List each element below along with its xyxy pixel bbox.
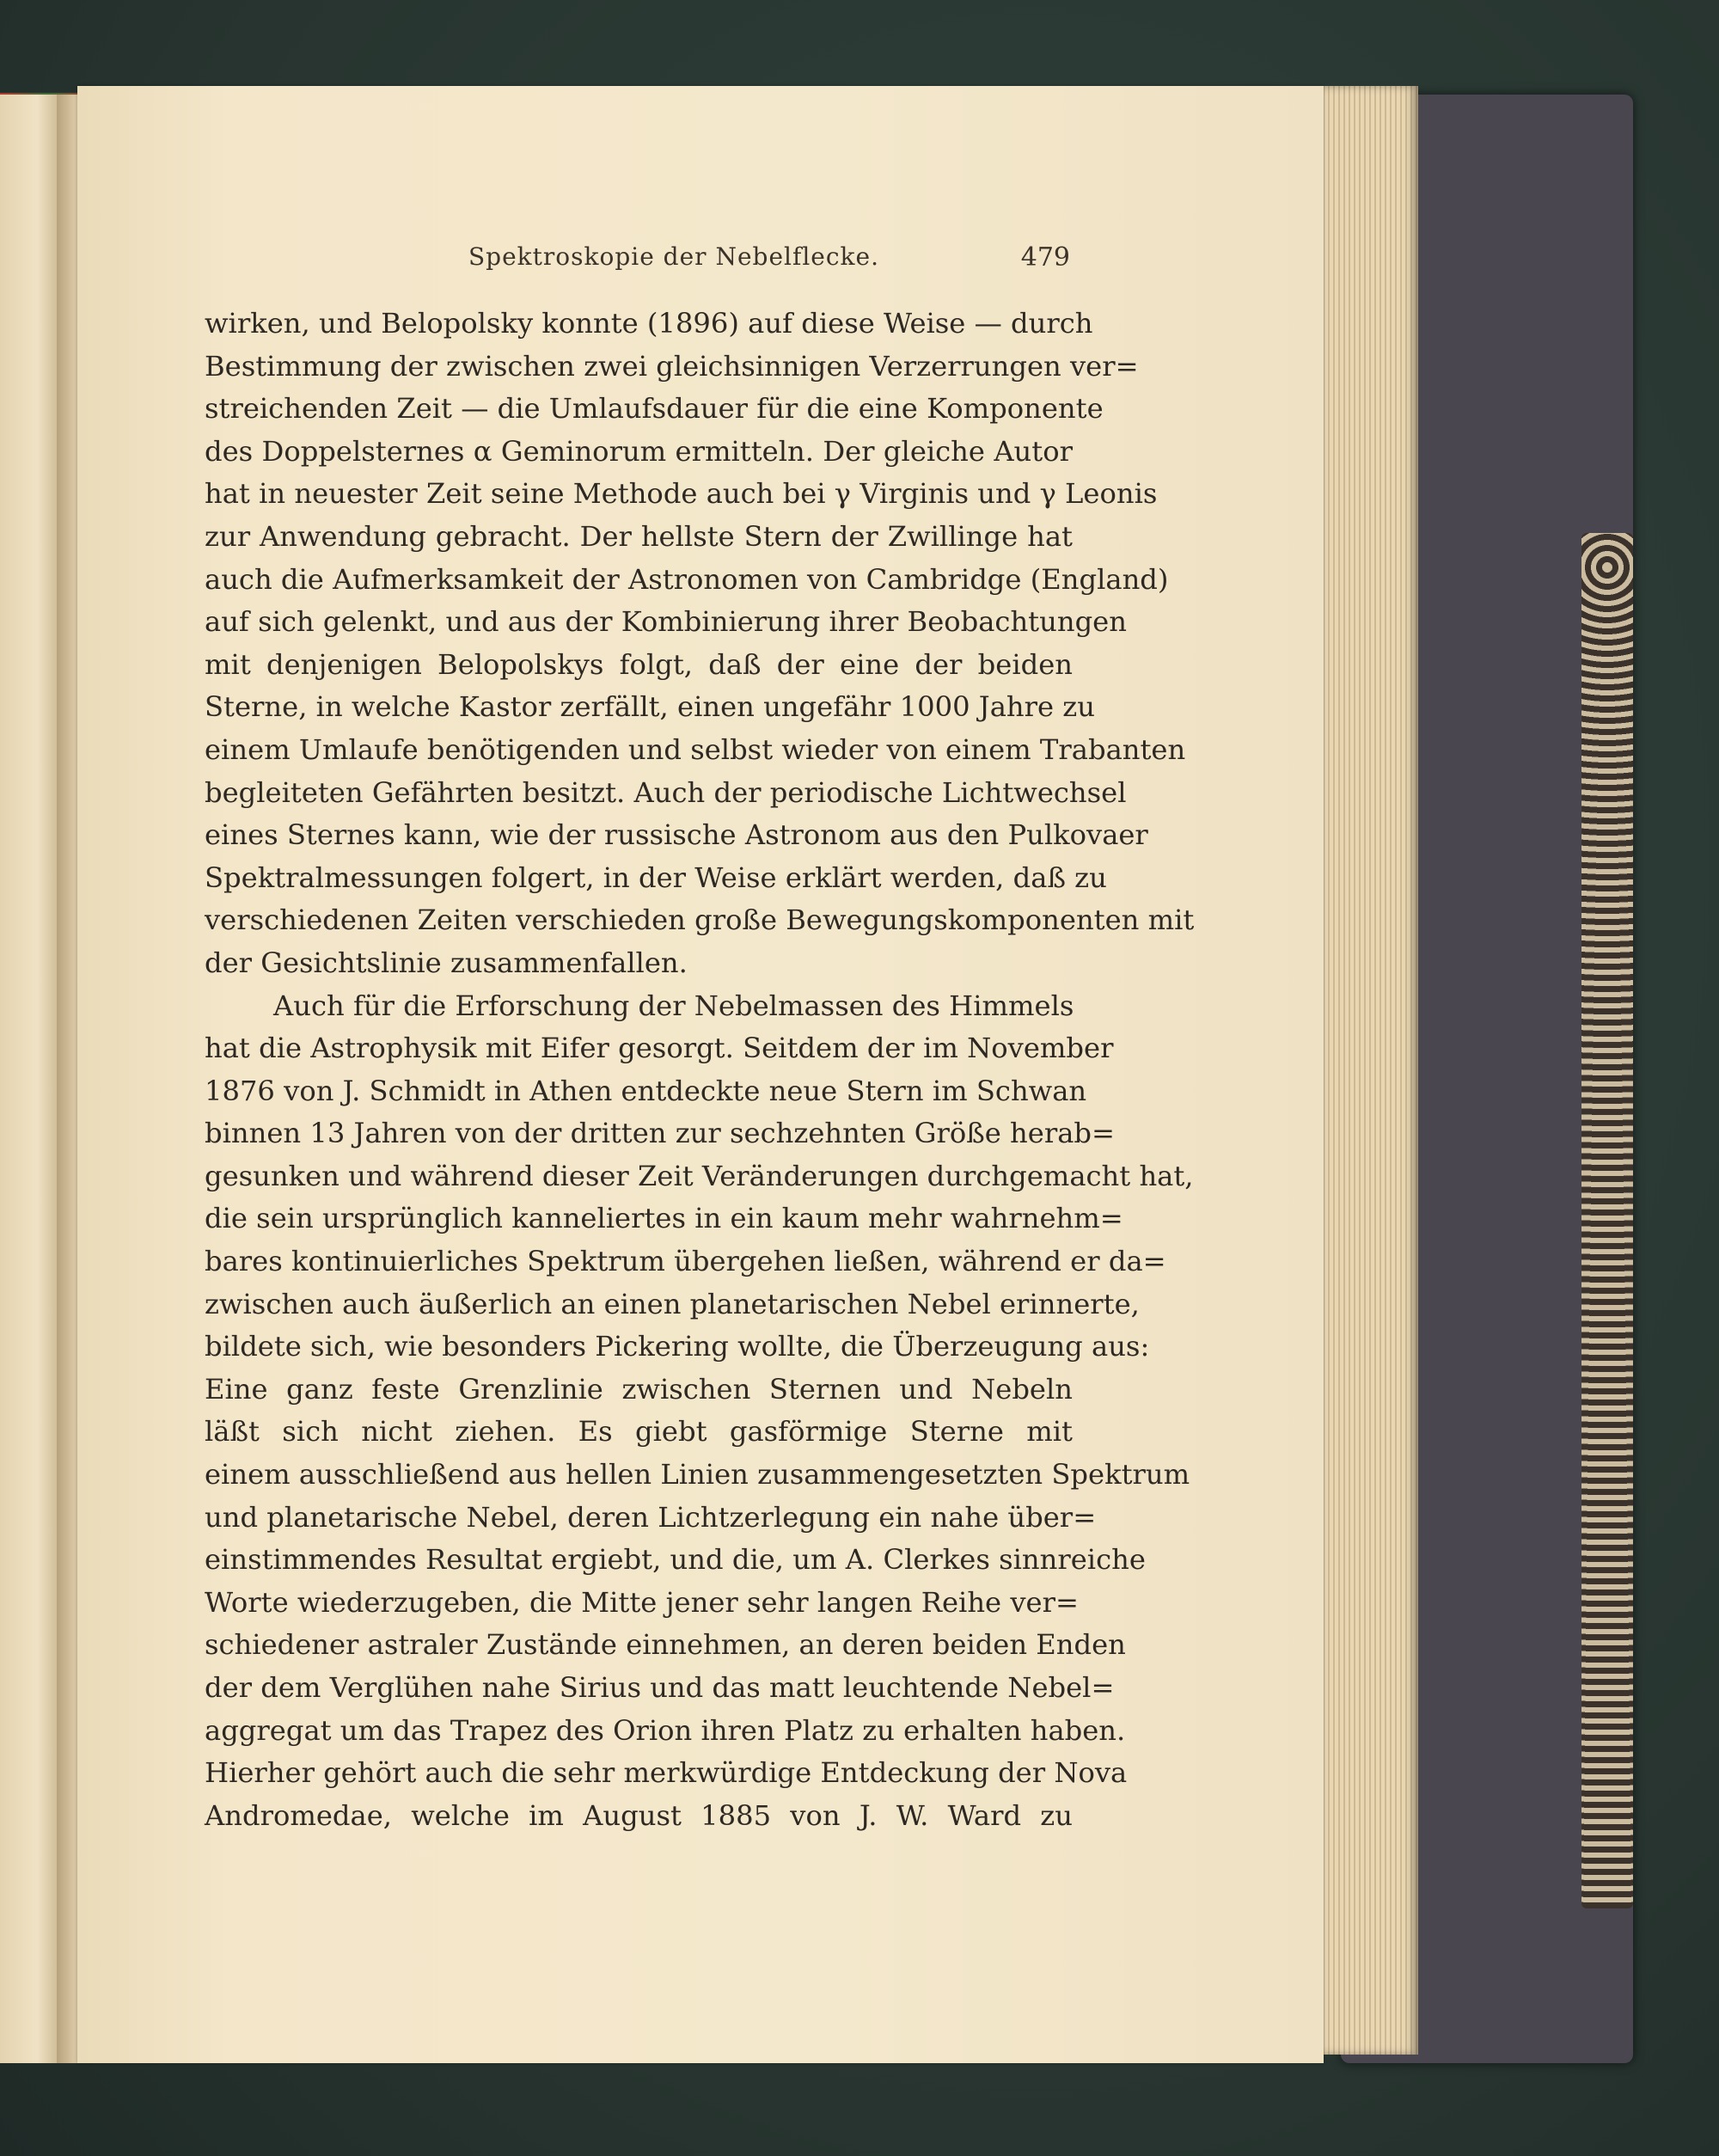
text-line: bares kontinuierliches Spektrum übergehen ließen, während er da= [205,1245,1166,1278]
text-line: Andromedae, welche im August 1885 von J. W. Ward zu [205,1798,1073,1832]
text-line: auch die Aufmerksamkeit der Astronomen von Cambridge (England) [205,562,1169,596]
text-line: zur Anwendung gebracht. Der hellste Stern der Zwillinge hat [205,519,1073,553]
text-line: Hierher gehört auch die sehr merkwürdige Entdeckung der Nova [205,1756,1128,1790]
page-header [468,242,1070,277]
text-line: Sterne, in welche Kastor zerfällt, einen ungefähr 1000 Jahre zu [205,690,1095,724]
paragraph-1 [205,303,1195,985]
text-line: Worte wiederzugeben, die Mitte jener sehr langen Reihe ver= [205,1585,1079,1619]
text-line: der Gesichtslinie zusammenfallen. [205,946,688,979]
text-line: des Doppelsternes α Geminorum ermitteln. Der gleiche Autor [205,434,1073,468]
text-line: läßt sich nicht ziehen. Es giebt gasförmige Sterne mit [205,1415,1073,1449]
paragraph-2 [205,985,1194,1838]
text-line: der dem Verglühen nahe Sirius und das matt leuchtende Nebel= [205,1671,1115,1704]
text-line: zwischen auch äußerlich an einen planetarischen Nebel erinnerte, [205,1287,1140,1320]
body-text [205,303,1195,1837]
text-line: eines Sternes kann, wie der russische Astronom aus den Pulkovaer [205,818,1148,852]
text-line: mit denjenigen Belopolskys folgt, daß der eine der beiden [205,647,1073,681]
text-line: wirken, und Belopolsky konnte (1896) auf diese Weise — durch [205,307,1093,340]
text-line: Auch für die Erforschung der Nebelmassen des Himmels [273,989,1074,1022]
text-line: die sein ursprünglich kanneliertes in ein kaum mehr wahrnehm= [205,1202,1123,1235]
page-edges [1319,86,1418,2055]
text-line: hat in neuester Zeit seine Methode auch bei γ Virginis und γ Leonis [205,477,1158,511]
text-line: begleiteten Gefährten besitzt. Auch der periodische Lichtwechsel [205,775,1127,809]
marbled-endpaper [1581,533,1633,1908]
text-line: Eine ganz feste Grenzlinie zwischen Sternen und Nebeln [205,1372,1073,1406]
text-line: einstimmendes Resultat ergiebt, und die, um A. Clerkes sinnreiche [205,1543,1146,1577]
text-line: bildete sich, wie besonders Pickering wollte, die Überzeugung aus: [205,1330,1150,1363]
text-line: verschiedenen Zeiten verschieden große Bewegungskomponenten mit [205,903,1195,937]
text-line: 1876 von J. Schmidt in Athen entdeckte neue Stern im Schwan [205,1074,1087,1107]
text-line: Spektralmessungen folgert, in der Weise erklärt werden, daß zu [205,861,1107,894]
left-page-sliver [0,95,62,2063]
text-line: hat die Astrophysik mit Eifer gesorgt. Seitdem der im November [205,1032,1114,1065]
page-number: 479 [1020,242,1070,273]
text-line: schiedener astraler Zustände einnehmen, an deren beiden Enden [205,1628,1126,1662]
text-line: gesunken und während dieser Zeit Veränderungen durchgemacht hat, [205,1159,1194,1192]
text-line: einem Umlaufe benötigenden und selbst wieder von einem Trabanten [205,732,1186,766]
text-line: binnen 13 Jahren von der dritten zur sechzehnten Größe herab= [205,1117,1115,1150]
text-line: aggregat um das Trapez des Orion ihren Platz zu erhalten haben. [205,1713,1126,1747]
text-line: und planetarische Nebel, deren Lichtzerlegung ein nahe über= [205,1500,1097,1534]
running-head: Spektroskopie der Nebelflecke. [468,242,879,271]
text-line: auf sich gelenkt, und aus der Kombinierung ihrer Beobachtungen [205,605,1127,639]
text-line: streichenden Zeit — die Umlaufsdauer für die eine Komponente [205,392,1104,426]
text-line: einem ausschließend aus hellen Linien zusammengesetzten Spektrum [205,1458,1190,1491]
text-line: Bestimmung der zwischen zwei gleichsinnigen Verzerrungen ver= [205,349,1139,383]
